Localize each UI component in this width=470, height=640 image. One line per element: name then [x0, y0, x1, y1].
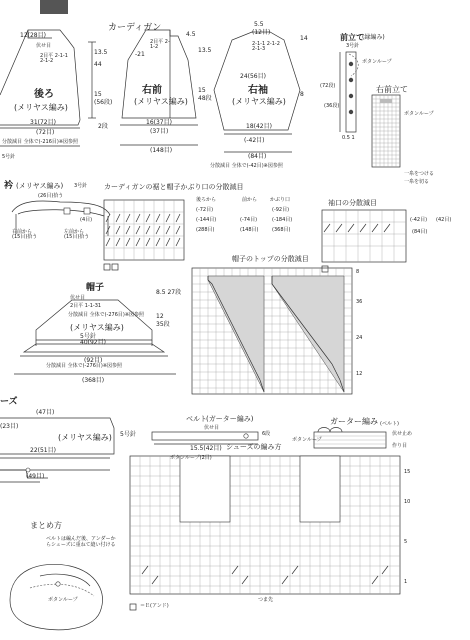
garter-note: (ベルト) — [380, 421, 399, 427]
sleeve-dec: 2-1-1 2-1-2 2-1-3 — [252, 41, 280, 52]
right-front-band-chart — [372, 95, 400, 167]
collar-right: 左前から (15目)拾う — [64, 229, 90, 240]
back-title: 後ろ — [34, 89, 54, 100]
table-row-back: 後ろから — [196, 197, 217, 203]
hat-side3: 35段 — [156, 321, 170, 328]
sleeve-foot: (84目) — [248, 153, 267, 160]
band-side: (72段) — [320, 83, 336, 89]
collar-count: (4目) — [80, 217, 93, 223]
toe-label: つま先 — [258, 597, 274, 603]
front-top-dim: -21 — [135, 51, 145, 58]
shoe-title: ーズ — [0, 397, 18, 407]
front-side-dim: 4.5 — [186, 31, 196, 38]
no-knit-legend: ＝Ｅ(アンド) — [140, 603, 169, 609]
belt-rows: 6段 — [262, 431, 271, 437]
hat-foot: (368目) — [82, 377, 105, 384]
front-bottom-dim: 16(37目) — [146, 119, 172, 126]
front-band-shape — [340, 52, 358, 132]
shoe-stitch: (メリヤス編み) — [58, 433, 112, 442]
band-loop-label: ボタンループ — [404, 111, 434, 117]
sleeve-bottom-dim: 18(42目) — [246, 123, 272, 130]
sleeve-side: 14 — [300, 35, 308, 42]
back-note: 分散減目 全体で(-216目)※図参照 — [2, 139, 79, 145]
table-val-3: (-74目) — [240, 217, 258, 223]
sleeve-top-dim2: (12目) — [252, 29, 271, 36]
front-band-title: 前立て — [340, 33, 364, 42]
garter-title: ガーター編み — [330, 417, 378, 426]
hat-side: 8.5 27段 — [156, 289, 182, 296]
back-bottom-count: (72目) — [36, 129, 55, 136]
collar-title: 衿 — [4, 181, 14, 191]
shoe-sym-0: 15 — [404, 469, 411, 475]
front-side-dim2: 13.5 — [198, 47, 212, 54]
band-holes: ボタンループ — [362, 59, 392, 65]
hat-top-sym-2: 24 — [356, 335, 363, 341]
shoe-method-chart — [130, 456, 400, 610]
band-side2: (36段) — [324, 103, 340, 109]
right-front-title: 右前 — [142, 85, 162, 96]
hat-top-title: 帽子のトップの分散減目 — [232, 255, 309, 263]
back-side-dim2: 44 — [94, 61, 102, 68]
sleeve-side2: 8 — [300, 91, 304, 98]
sleeve-mid-dim: 24(56目) — [240, 73, 266, 80]
sleeve-top-dim: 5.5 — [254, 21, 264, 28]
belt-note: ボタンループ(2目) — [170, 455, 212, 461]
collar-stitch: (メリヤス編み) — [16, 182, 64, 190]
finishing-title: まとめ方 — [30, 521, 62, 530]
table-val-0: (-72目) — [196, 207, 214, 213]
table-val-2: (288目) — [196, 227, 215, 233]
back-side-dim3: 15 — [94, 91, 102, 98]
band-foot: 0.5 1 — [342, 135, 355, 141]
belt-title: ベルト — [186, 415, 207, 423]
front-neck-dec: 2目平 2-1-2 — [150, 39, 170, 50]
back-row-label: 伏せ目 — [36, 43, 52, 49]
shoe-mid: 22(51目) — [30, 447, 56, 454]
sleeve-note: 分散減目 全体で(-42目)※図参照 — [210, 163, 283, 169]
shoe-sym-2: 5 — [404, 539, 408, 545]
table-row-hat: かぶり口 — [270, 197, 291, 203]
back-foot: 2段 — [98, 123, 108, 130]
hat-top-sym-0: 8 — [356, 269, 360, 275]
sleeve-bottom-dim2: (-42目) — [244, 137, 265, 144]
belt-width: 15.5(42目) — [190, 445, 222, 452]
wrap-note: ベルトは編んだ後、アンダーからシューズに重ねて縫い付ける — [46, 536, 116, 548]
cardigan-title: カーディガン — [108, 23, 162, 33]
right-sleeve-stitch: (メリヤス編み) — [232, 97, 286, 106]
shoe-top2: (23目) — [0, 423, 19, 430]
hat-side2: 12 — [156, 313, 164, 320]
cuff-val-2: (84目) — [412, 229, 428, 235]
hat-top-note: 伏せ目 — [70, 295, 86, 301]
shoe-needle: 5号針 — [120, 431, 136, 438]
belt-stitch: (ガーター編み) — [206, 415, 254, 423]
front-foot: (148目) — [150, 147, 173, 154]
cuff-table-title: 袖口の分散減目 — [328, 199, 377, 207]
garter-chart — [314, 428, 386, 449]
hat-bottom-note: 分散減目 全体で(-276目)※図参照 — [46, 363, 123, 369]
table-val-7: (368目) — [272, 227, 291, 233]
cuff-val-0: (-42目) — [410, 217, 428, 223]
hat-top-sym-1: 36 — [356, 299, 363, 305]
hat-title: 帽子 — [86, 283, 105, 293]
garter-loop: ボタンループ — [292, 437, 322, 443]
hat-top-chart — [192, 268, 352, 394]
back-top-dim: 12(28目) — [20, 32, 46, 39]
shoe-sym-1: 10 — [404, 499, 411, 505]
back-side-rows: (56段) — [94, 99, 113, 106]
band-needle: 3号針 — [346, 43, 360, 49]
hat-top-sym-3: 12 — [356, 371, 363, 377]
back-top-dec: 2目平 2-1-1 2-1-2 — [40, 53, 68, 64]
back-bottom-dim: 31(72目) — [30, 119, 56, 126]
right-front-stitch: (メリヤス編み) — [134, 97, 188, 106]
hat-bottom2: (92目) — [84, 357, 103, 364]
collar-top: (26目)拾う — [38, 193, 64, 199]
belt-pickup: 伏せ目 — [204, 425, 220, 431]
garter-note2: 伏せ止め — [392, 431, 413, 437]
front-band-stitch: (縁編み) — [362, 34, 385, 41]
table-val-6: (-184目) — [272, 217, 293, 223]
finishing-loop: ボタンループ — [48, 597, 78, 603]
front-side-rows: 48段 — [198, 95, 212, 102]
back-stitch: (メリヤス編み) — [14, 103, 68, 112]
back-side-dim: 13.5 — [94, 49, 108, 56]
pull-note: 一糸を切る — [404, 179, 430, 185]
front-side-dim3: 15 — [198, 87, 206, 94]
garter-note3: 作り目 — [392, 443, 408, 449]
fasten-note: 一糸をつける — [404, 171, 435, 177]
right-front-band-title: 右前立て — [376, 85, 408, 94]
hat-note: 分散減目 全体で(-276目)※図参照 — [68, 312, 145, 318]
shoe-top: (47目) — [36, 409, 55, 416]
collar-needle: 3号針 — [74, 183, 88, 189]
cuff-val-1: (42目) — [436, 217, 452, 223]
back-needle-note: 5号針 — [2, 154, 16, 160]
hat-bottom: 40(92目) — [80, 339, 106, 346]
collar-left: 右前から (15目)拾う — [12, 229, 38, 240]
right-sleeve-title: 右袖 — [248, 85, 268, 96]
shoe-sym-3: 1 — [404, 579, 408, 585]
table-val-4: (148目) — [240, 227, 259, 233]
table-val-1: (-144目) — [196, 217, 217, 223]
hat-dec: 2目平 1-1-31 — [70, 303, 102, 309]
front-bottom-dim2: (37目) — [150, 128, 169, 135]
cuff-decrease-table — [322, 210, 406, 272]
shoe-foot: (49目) — [26, 473, 45, 480]
table-row-front: 前から — [242, 197, 258, 203]
table-val-5: (-92目) — [272, 207, 290, 213]
hat-needle: 5号針 — [80, 333, 96, 340]
cardigan-decrease-table — [104, 200, 184, 270]
hat-stitch: (メリヤス編み) — [70, 323, 124, 332]
shoe-method-title: シューズの編み方 — [226, 443, 282, 451]
decrease-table-title: カーディガンの裾と帽子かぶり口の分散減目 — [104, 183, 244, 191]
